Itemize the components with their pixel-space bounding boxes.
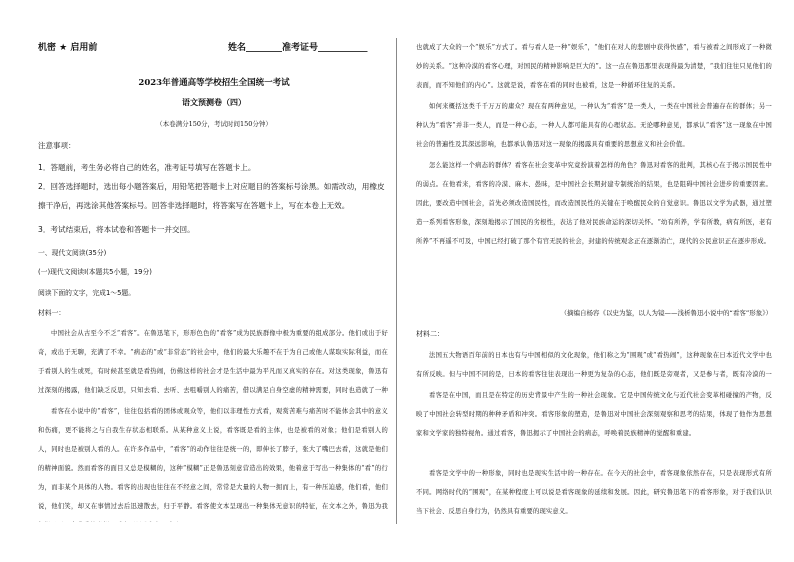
- name-id-field: 姓名________准考证号___________: [228, 43, 368, 53]
- material-one-label: 材料一：: [38, 309, 66, 317]
- material-one-paragraph-1: 中国社会从古至今不乏“看客”。在鲁迅笔下，形形色色的“看客”成为民族群像中极为重要的组成部分。他们或出于好奇，或出于无聊，充满了不幸。“病态的”或“非常态”的社会中，他们的最大乐趣不在于为自己或他人谋取实际利益，而在于看别人的生或死，有时候甚至就是看热闹，仿佛这样的社会才是生活中最为平凡而又真实的存在。对这类现象，鲁迅有过深刻的揭露，他们缺乏反思，只知去看、去听、去咀嚼别人的痛苦，借以满足自身空虚的精神需要，同时也造就了一种: [38, 330, 388, 394]
- subsection-heading: (一)现代文阅读Ⅰ(本题共5小题，19分): [38, 268, 152, 276]
- section-heading: 一、现代文阅读(35分): [38, 249, 107, 257]
- instruction-item-3: 3．考试结束后，将本试卷和答题卡一并交回。: [38, 225, 195, 234]
- score-note: （本卷满分150分，考试时间150分钟）: [156, 120, 272, 128]
- material-two-paragraph-2: 看客是在中国，而且是在特定的历史背景中产生的一种社会现象。它是中国传统文化与近代社会变革相碰撞的产物，反映了中国社会转型时期的种种矛盾和冲突。看客形象的塑造，是鲁迅对中国社会深刻观察和思考的结果，体现了他作为思想家和文学家的独特视角。通过看客，鲁迅揭示了中国社会的病态，呼唤着民族精神的觉醒和重建。: [416, 392, 772, 437]
- secret-label: 机密 ★ 启用前: [38, 43, 98, 53]
- material-one-paragraph-3: 也就成了大众的一个“娱乐”方式了。看与看人是一种“娱乐”，“他们在对人的悲剧中获得快感”，看与被看之间形成了一种微妙的关系。“这种冷漠的看客心理，对国民的精神影响是巨大的”。这一点在鲁迅那里表现得最为清楚，“我们往往只见他们的表面，而不知他们的内心”。这就是说，看客在看的同时也被看，这是一种循环往复的关系。: [416, 44, 772, 89]
- task-instruction: 阅读下面的文字，完成1～5题。: [38, 289, 136, 297]
- column-divider: [396, 38, 397, 524]
- material-two-paragraph-1: 法国五大物语百年前的日本也有与中国相似的文化现象，他们称之为“围观”或“看热闹”，这种现象在日本近代文学中也有所反映。但与中国不同的是，日本的看客往往表现出一种更为复杂的心态，他们既是旁观者，又是参与者，既有冷漠的一: [416, 352, 772, 378]
- instruction-item-1: 1．答题前，考生务必将自己的姓名，准考证号填写在答题卡上。: [38, 163, 256, 172]
- material-two-label: 材料二：: [416, 330, 444, 338]
- material-two-paragraph-3: 看客是文学中的一种形象，同时也是现实生活中的一种存在。在今天的社会中，看客现象依然存在，只是表现形式有所不同。网络时代的“围观”，在某种程度上可以说是看客现象的延续和发展。因此，研究鲁迅笔下的看客形象，对于我们认识当下社会、反思自身行为，仍然具有重要的现实意义。: [416, 470, 772, 515]
- exam-title: 2023年普通高等学校招生全国统一考试: [138, 78, 290, 88]
- instructions-heading: 注意事项：: [38, 141, 76, 150]
- material-one-paragraph-2: 看客在小说中的“看客”，往往包括看的团体或观众等，他们以非理性方式看，观赏苦难与痛苦时不能体会其中的意义和伤痛，更不能将之与自我生存状态相联系。从某种意义上说，看客既是看的主体，也是被看的对象；他们是看别人的人，同时也是被别人看的人。在许多作品中，“看客”的动作往往是统一的，即伸长了脖子，张大了嘴巴去看，这就是他们的精神面貌。然而看客的面目又总是模糊的，这种“模糊”正是鲁迅刻意营造出的效果，他着意于写出一种集体的“看”的行为，而非某个具体的人物。看客的出现也往往在不经意之间，常常是大量的人物一拥而上，有一种压迫感，他们看，他们说，他们笑，却又在事情过去后迅速散去，归于平静。看客使文本呈现出一种集体无意识的特征，在文本之外，鲁迅为我: [38, 408, 388, 510]
- paper-title: 语文预测卷（四）: [182, 97, 246, 107]
- material-one-citation: （摘编自杨容《以史为鉴，以人为镜——浅析鲁迅小说中的“看客”形象》）: [560, 309, 772, 317]
- material-one-paragraph-5: 怎么能这样一个病态的群体？看客在社会变革中究竟扮演着怎样的角色？鲁迅对看客的批判，其核心在于揭示国民性中的弱点。在他看来，看客的冷漠、麻木、愚昧，是中国社会长期封建专制统治的结果，也是阻碍中国社会进步的重要因素。因此，要改造中国社会，首先必须改造国民性，而改造国民性的关键在于唤醒民众的自觉意识。鲁迅以文学为武器，通过塑造一系列看客形象，深刻地揭示了国民的劣根性，表达了他对民族命运的深切关怀。“幼有所养，学有所教，病有所医，老有所养”不再遥不可及，中国已经打破了那个有官无民的社会，封建的传统观念正在逐渐消亡，现代的公民意识正在逐步形成。: [416, 162, 772, 245]
- instruction-item-2: 2．回答选择题时，选出每小题答案后，用铅笔把答题卡上对应题目的答案标号涂黑。如需改动，用橡皮擦干净后，再选涂其他答案标号。回答非选择题时，将答案写在答题卡上，写在本卷上无效。: [38, 182, 385, 210]
- material-one-paragraph-4: 如何来概括这类千千万万的庸众？现在有两种意见，一种认为“看客”是一类人，一类在中国社会普遍存在的群体；另一种认为“看客”并非一类人，而是一种心态，一种人人都可能具有的心理状态。无论哪种意见，都承认“看客”这一现象在中国社会的普遍性及其深远影响，也都承认鲁迅对这一现象的揭露具有重要的思想意义和社会价值。: [416, 103, 772, 148]
